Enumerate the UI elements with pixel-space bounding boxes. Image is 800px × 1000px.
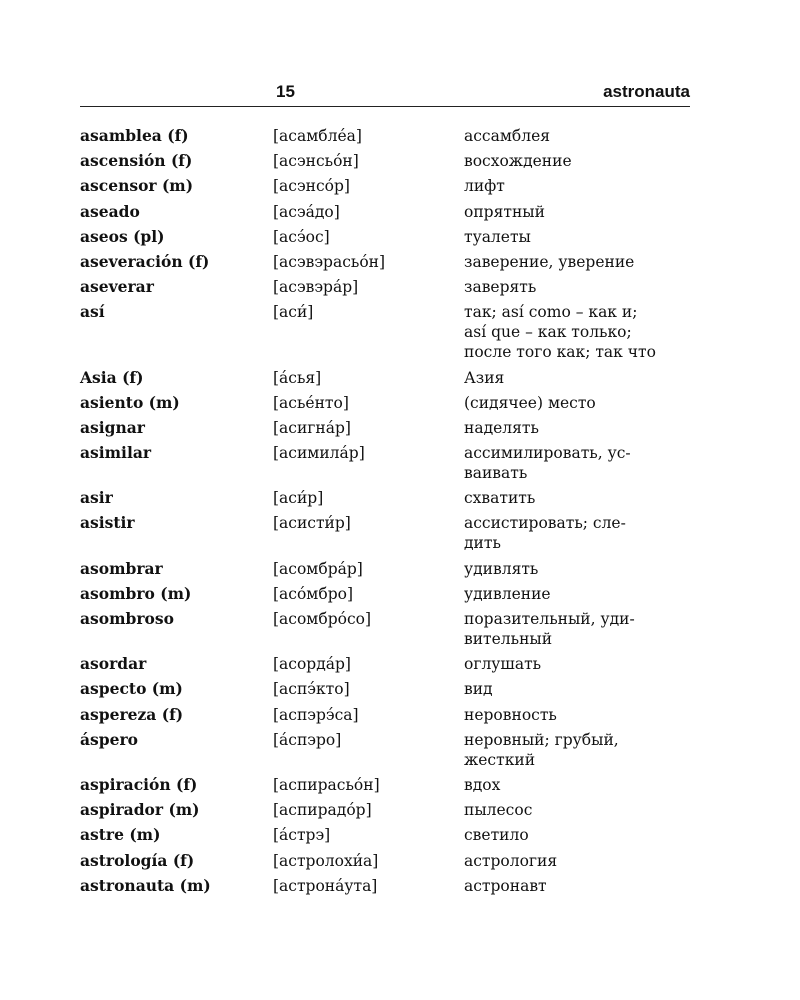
entry-term: aspecto (m) xyxy=(80,679,183,699)
entry-pronunciation: [асигна́р] xyxy=(273,418,351,437)
entry-translation: астрология xyxy=(464,851,558,870)
dictionary-entry xyxy=(80,775,700,795)
entry-term: astrología (f) xyxy=(80,850,195,870)
entry-term: asiento (m) xyxy=(80,392,180,412)
entry-translation: так; así como – как и; así que – как только; после того как; так что xyxy=(464,303,656,362)
entry-pronunciation: [асимила́р] xyxy=(273,444,365,463)
running-head: astronauta xyxy=(603,82,690,101)
entry-translation: светило xyxy=(464,826,529,845)
entry-pronunciation: [асомбро́со] xyxy=(273,610,372,628)
entry-term: así xyxy=(80,302,105,322)
dictionary-entry xyxy=(80,654,700,674)
entry-translation: туалеты xyxy=(464,227,531,246)
dictionary-entry xyxy=(80,730,700,770)
entry-term: astronauta (m) xyxy=(80,875,211,895)
entry-term: asordar xyxy=(80,654,147,674)
entry-term: Asia (f) xyxy=(80,367,144,387)
entry-translation: вдох xyxy=(464,775,501,794)
dictionary-entry xyxy=(80,277,700,297)
entry-term: astre (m) xyxy=(80,825,161,845)
dictionary-entry xyxy=(80,176,700,196)
dictionary-entry xyxy=(80,488,700,508)
entry-term: aspereza (f) xyxy=(80,704,184,724)
entry-pronunciation: [аси́] xyxy=(273,303,314,322)
dictionary-entry xyxy=(80,876,700,896)
entry-term: asombroso xyxy=(80,609,174,628)
entry-translation: заверение, уверение xyxy=(464,252,635,271)
entry-pronunciation: [аспэ́кто] xyxy=(273,680,350,699)
entry-pronunciation: [аспирасьо́н] xyxy=(273,775,380,794)
entry-pronunciation: [а́стрэ] xyxy=(273,826,331,845)
entry-translation: лифт xyxy=(464,177,505,196)
entry-term: ascensión (f) xyxy=(80,151,193,171)
dictionary-entry xyxy=(80,584,700,604)
dictionary-entry xyxy=(80,418,700,438)
entry-translation: вид xyxy=(464,680,493,699)
dictionary-entry xyxy=(80,227,700,247)
entry-list xyxy=(80,126,700,901)
dictionary-entry xyxy=(80,851,700,871)
entry-translation: удивлять xyxy=(464,559,539,578)
entry-pronunciation: [асэнсьо́н] xyxy=(273,152,359,171)
dictionary-entry xyxy=(80,393,700,413)
entry-translation: заверять xyxy=(464,278,537,297)
entry-translation: опрятный xyxy=(464,202,545,221)
entry-pronunciation: [асье́нто] xyxy=(273,393,349,412)
entry-term: áspero xyxy=(80,729,138,749)
entry-pronunciation: [асэвэра́р] xyxy=(273,278,359,297)
entry-translation: неровность xyxy=(464,705,557,724)
dictionary-entry xyxy=(80,443,700,483)
entry-translation: неровный; грубый, жесткий xyxy=(464,730,619,769)
dictionary-entry xyxy=(80,368,700,388)
entry-translation: ассамблея xyxy=(464,127,551,145)
entry-term: aseveración (f) xyxy=(80,251,210,271)
entry-translation: удивление xyxy=(464,584,551,603)
entry-translation: ассимилировать, ус- ваивать xyxy=(464,444,631,483)
entry-pronunciation: [асэ́ос] xyxy=(273,227,330,246)
entry-pronunciation: [аси́р] xyxy=(273,489,324,508)
entry-translation: ассистировать; сле- дить xyxy=(464,514,626,553)
entry-pronunciation: [асорда́р] xyxy=(273,655,351,674)
entry-term: asombrar xyxy=(80,558,163,578)
entry-pronunciation: [астролохи́а] xyxy=(273,851,379,870)
entry-translation: астронавт xyxy=(464,876,547,895)
entry-pronunciation: [астрона́ута] xyxy=(273,876,378,895)
entry-term: aspirador (m) xyxy=(80,800,200,820)
dictionary-entry xyxy=(80,800,700,820)
entry-pronunciation: [асэа́до] xyxy=(273,202,340,221)
entry-pronunciation: [аспирадо́р] xyxy=(273,801,372,820)
dictionary-entry xyxy=(80,705,700,725)
entry-pronunciation: [а́спэро] xyxy=(273,730,342,749)
dictionary-entry xyxy=(80,609,700,649)
dictionary-entry xyxy=(80,202,700,222)
dictionary-entry xyxy=(80,559,700,579)
page-number: 15 xyxy=(276,82,295,101)
entry-term: asimilar xyxy=(80,443,152,463)
entry-pronunciation: [асисти́р] xyxy=(273,514,351,533)
entry-translation: поразительный, уди- вительный xyxy=(464,610,635,648)
entry-term: aspiración (f) xyxy=(80,774,198,794)
dictionary-entry xyxy=(80,302,700,362)
entry-translation: наделять xyxy=(464,418,539,437)
entry-term: aseverar xyxy=(80,277,154,297)
entry-term: asir xyxy=(80,488,113,508)
entry-pronunciation: [аспэрэ́са] xyxy=(273,705,359,724)
dictionary-entry xyxy=(80,252,700,272)
entry-pronunciation: [асо́мбро] xyxy=(273,584,353,603)
entry-pronunciation: [а́сья] xyxy=(273,368,322,387)
entry-pronunciation: [асэвэрасьо́н] xyxy=(273,252,386,271)
entry-term: ascensor (m) xyxy=(80,176,194,196)
dictionary-entry xyxy=(80,126,700,146)
entry-term: aseado xyxy=(80,201,140,221)
entry-term: asistir xyxy=(80,513,135,533)
entry-pronunciation: [асамбле́а] xyxy=(273,127,362,145)
entry-term: asamblea (f) xyxy=(80,126,189,145)
entry-translation: оглушать xyxy=(464,655,542,674)
entry-translation: пылесос xyxy=(464,801,533,820)
entry-term: aseos (pl) xyxy=(80,226,165,246)
dictionary-entry xyxy=(80,151,700,171)
page-header xyxy=(80,80,690,107)
dictionary-entry xyxy=(80,825,700,845)
entry-translation: восхождение xyxy=(464,152,572,171)
entry-term: asombro (m) xyxy=(80,583,192,603)
entry-pronunciation: [асэнсо́р] xyxy=(273,177,350,196)
entry-term: asignar xyxy=(80,417,145,437)
entry-translation: Азия xyxy=(464,368,505,387)
dictionary-entry xyxy=(80,679,700,699)
entry-pronunciation: [асомбра́р] xyxy=(273,559,363,578)
entry-translation: (сидячее) место xyxy=(464,393,596,412)
entry-translation: схватить xyxy=(464,489,536,508)
dictionary-entry xyxy=(80,513,700,553)
